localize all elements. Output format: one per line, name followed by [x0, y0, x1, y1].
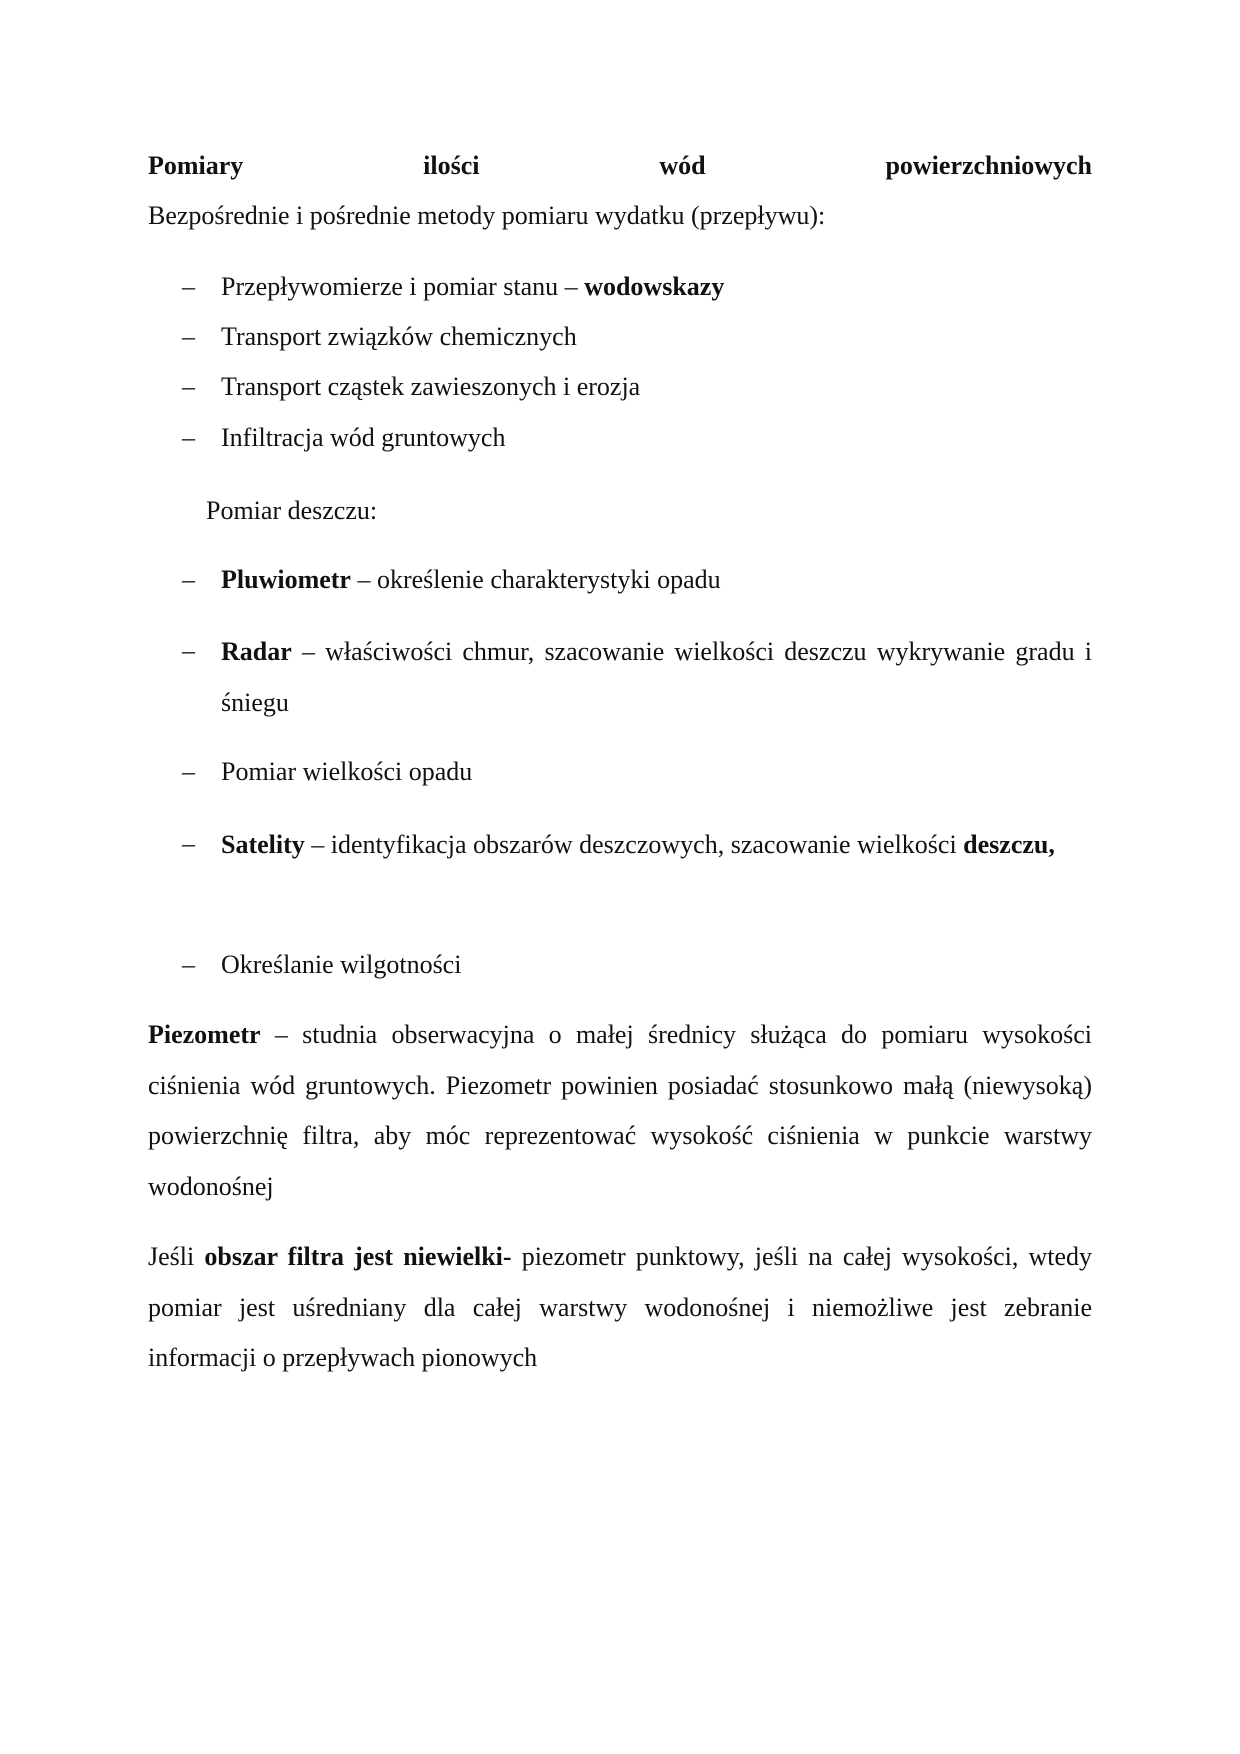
list-dash: –: [182, 372, 195, 401]
list-dash: –: [182, 272, 195, 301]
rain-heading: Pomiar deszczu:: [206, 496, 378, 525]
filter-pre: Jeśli: [148, 1242, 205, 1271]
piezometr-paragraph: [148, 1010, 1092, 1212]
list-item-bold: deszczu,: [963, 830, 1055, 859]
list-item-text: Określanie wilgotności: [221, 950, 462, 979]
list-item-plain: – identyfikacja obszarów deszczowych, szacowanie wielkości: [304, 830, 957, 859]
list-item-bold: wodowskazy: [584, 272, 725, 301]
list-item-plain: – właściwości chmur, szacowanie wielkości deszczu wykrywanie gradu i śniegu: [221, 637, 1092, 717]
title-word: Pomiary: [148, 151, 244, 180]
intro-text: Bezpośrednie i pośrednie metody pomiaru wydatku (przepływu):: [148, 201, 826, 230]
list-dash: –: [182, 950, 195, 979]
filter-text: piezometr punktowy, jeśli na całej wysokości, wtedy pomiar jest uśredniany dla całej warstwy wodonośnej i niemożliwe jest zebranie informacji o przepływach pionowych: [148, 1242, 1093, 1372]
document-page: [148, 0, 1092, 1754]
list-item-text: [221, 270, 724, 304]
list-dash: –: [182, 636, 195, 665]
filter-paragraph: [148, 1232, 1092, 1384]
title-word: wód: [659, 151, 706, 180]
title-word: powierzchniowych: [885, 151, 1092, 180]
list-item-bold: Radar: [221, 637, 292, 666]
list-item-plain: – określenie charakterystyki opadu: [350, 565, 721, 594]
list-item-text: [221, 819, 1092, 870]
list-item-bold: Satelity: [221, 830, 305, 859]
list-dash: –: [182, 423, 195, 452]
list-item-text: Transport cząstek zawieszonych i erozja: [221, 372, 641, 401]
filter-bold: obszar filtra jest niewielki-: [204, 1242, 512, 1271]
list-item-text: Infiltracja wód gruntowych: [221, 423, 506, 452]
list-item-text: Pomiar wielkości opadu: [221, 757, 473, 786]
list-item-text: [221, 563, 721, 597]
list-item-text: [221, 626, 1092, 728]
list-dash: –: [182, 565, 195, 594]
list-dash: –: [182, 829, 195, 858]
list-dash: –: [182, 757, 195, 786]
list-dash: –: [182, 322, 195, 351]
piezometr-term: Piezometr: [148, 1020, 261, 1049]
piezometr-text: – studnia obserwacyjna o małej średnicy służąca do pomiaru wysokości ciśnienia wód gruntowych. Piezometr powinien posiadać stosunkowo małą (niewysoką) powierzchnię filtra, aby móc reprezentować wysokość ciśnienia w punkcie warstwy wodonośnej: [148, 1020, 1092, 1201]
list-item-text: Transport związków chemicznych: [221, 322, 577, 351]
page-title: [148, 149, 1092, 183]
list-item-plain: Przepływomierze i pomiar stanu –: [221, 272, 585, 301]
title-word: ilości: [423, 151, 480, 180]
list-item-bold: Pluwiometr: [221, 565, 351, 594]
